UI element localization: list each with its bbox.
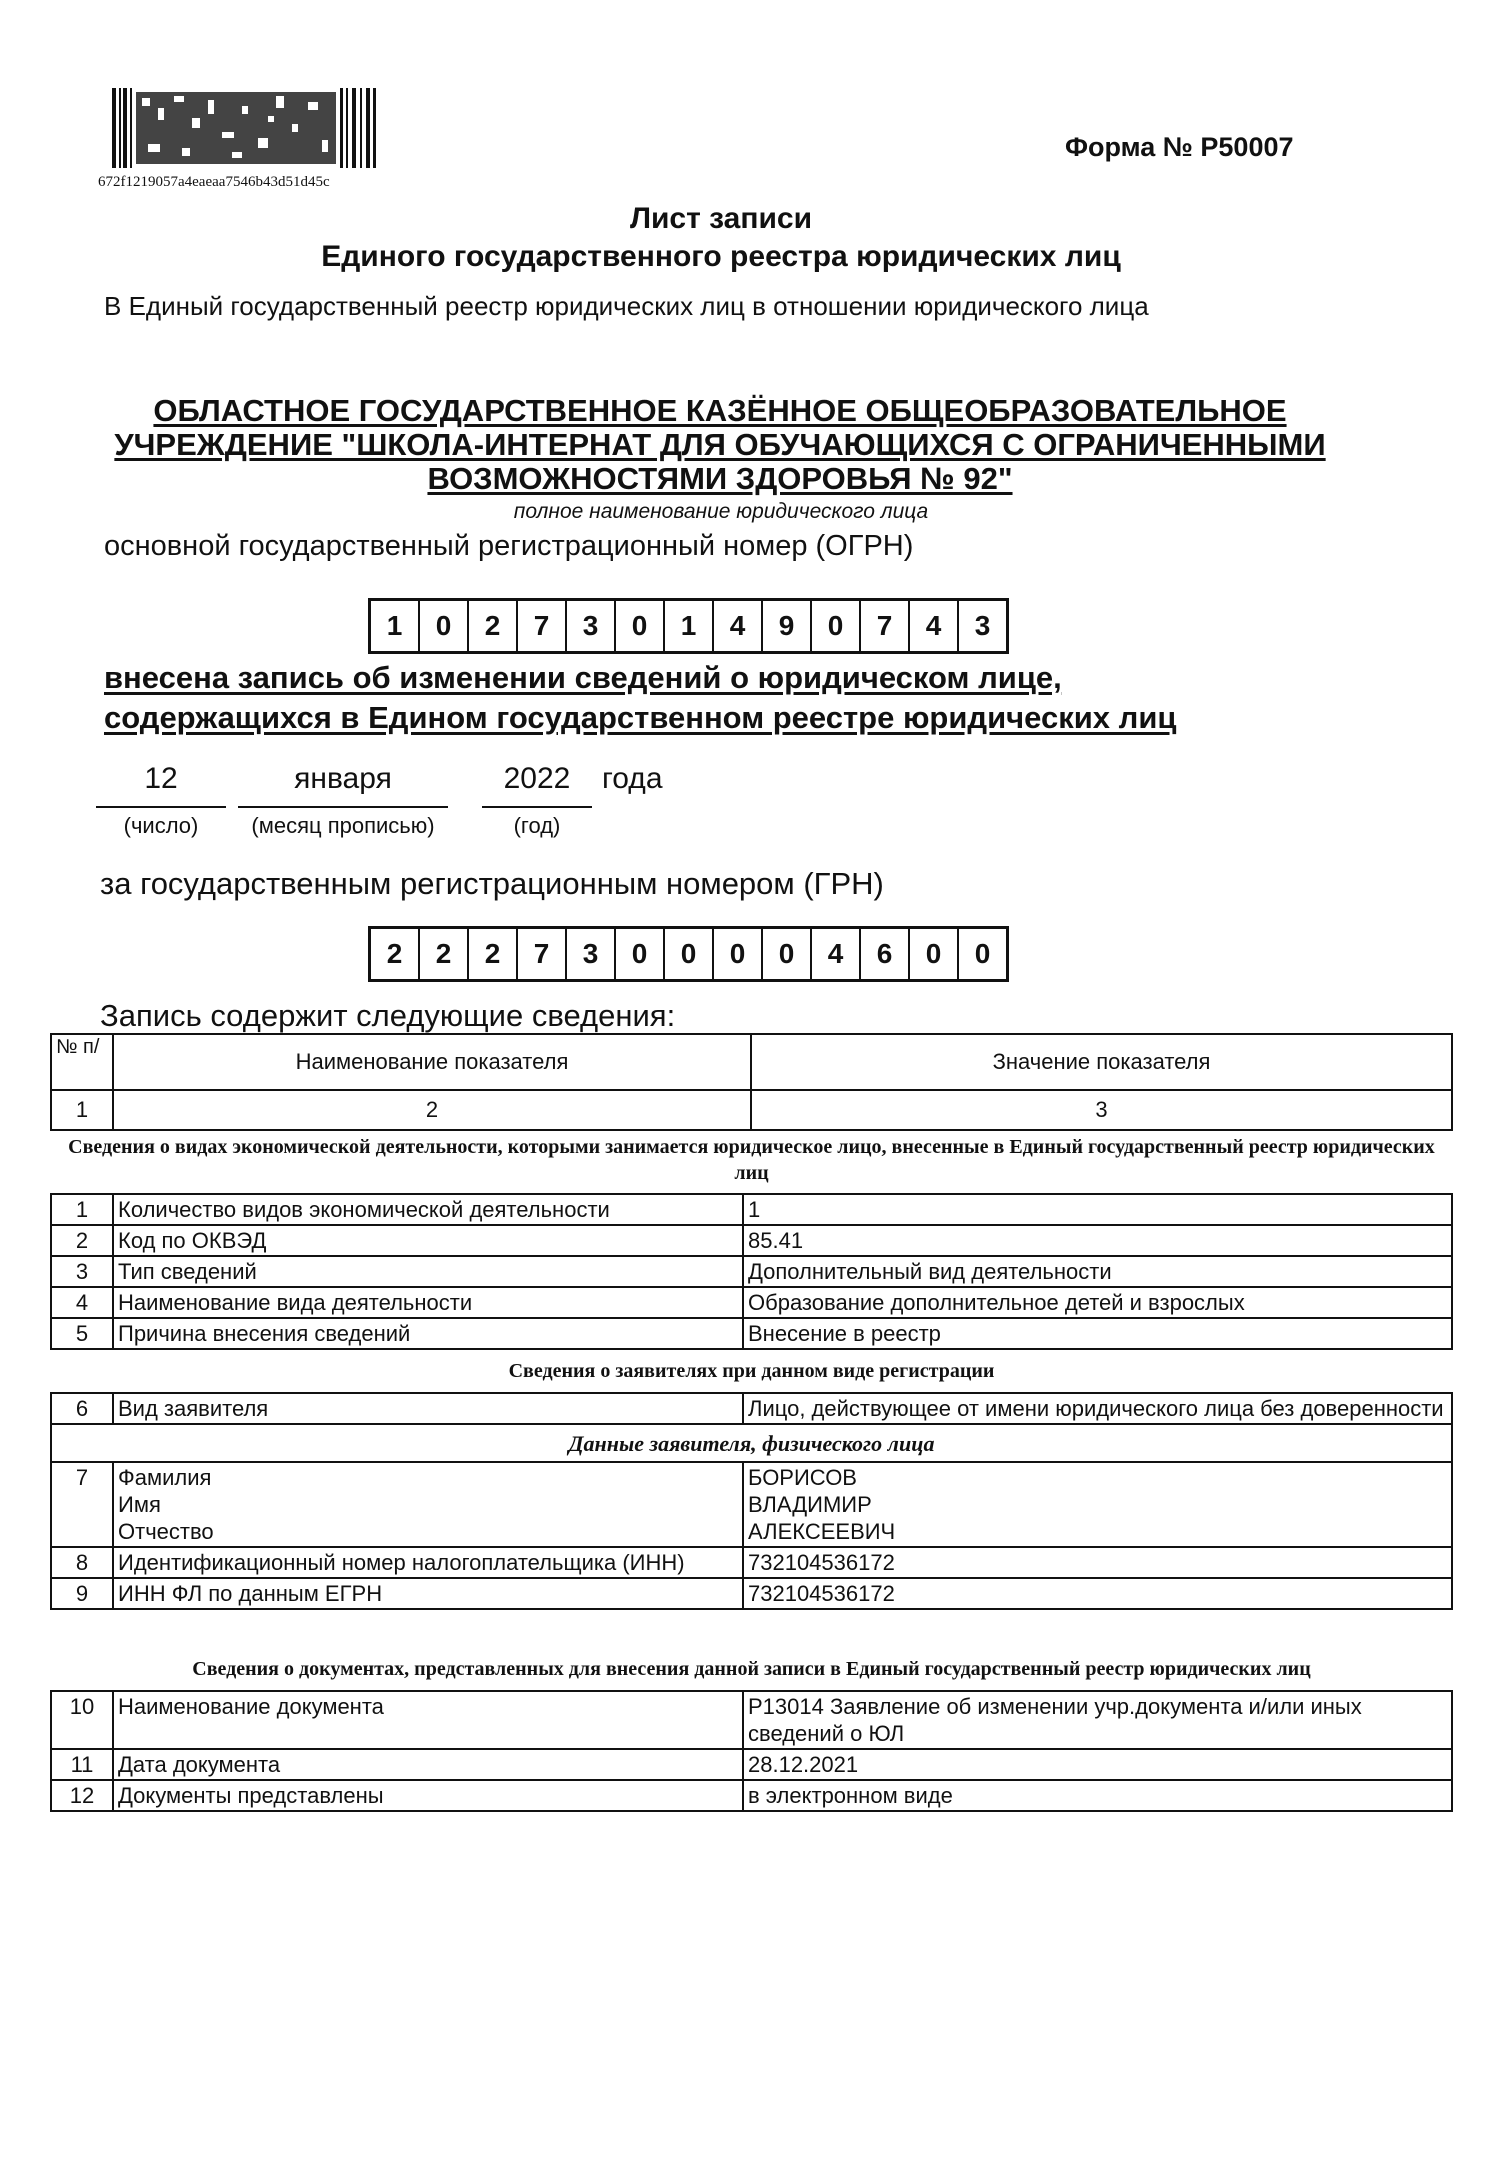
date-suffix: года [602,762,663,795]
section-applicants-title: Сведения о заявителях при данном виде регистрации [508,1360,995,1382]
section-economic-activity-title: Сведения о видах экономической деятельности, которыми занимается юридическое лицо, внесенные в Единый государственный реестр юридических лиц [68,1136,1435,1184]
ogrn-digit: 4 [910,601,959,651]
header-table [50,1033,1453,1131]
form-number: Форма № Р50007 [1065,132,1294,162]
grn-digit-box [368,926,1009,982]
row-name: Причина внесения сведений [113,1318,743,1349]
intro-text: В Единый государственный реестр юридических лиц в отношении юридического лица [104,291,1149,321]
patronymic-value: АЛЕКСЕЕВИЧ [748,1519,896,1544]
row-value [743,1462,1452,1547]
header-name: Наименование показателя [113,1034,751,1090]
ogrn-digit: 1 [371,601,420,651]
row-name: Количество видов экономической деятельности [113,1194,743,1225]
ogrn-digit: 3 [974,610,991,641]
grn-digit: 4 [812,929,861,979]
table-row [51,1256,1452,1287]
row-name: Наименование вида деятельности [113,1287,743,1318]
row-value: Р13014 Заявление об изменении учр.документа и/или иных сведений о ЮЛ [743,1691,1452,1749]
grn-digit: 0 [974,938,991,969]
ogrn-digit: 7 [518,601,567,651]
applicant-subheading: Данные заявителя, физического лица [51,1424,1452,1462]
header-col1: 1 [51,1090,113,1130]
row-value: Дополнительный вид деятельности [743,1256,1452,1287]
row-name: Код по ОКВЭД [113,1225,743,1256]
applicants-table [50,1392,1453,1610]
row-number: 8 [51,1547,113,1578]
grn-label: за государственным регистрационным номером (ГРН) [100,866,884,901]
lastname-label: Фамилия [118,1465,212,1490]
grn-digit: 3 [567,929,616,979]
grn-digit: 7 [518,929,567,979]
date-year-line [482,806,592,808]
ogrn-digit: 1 [665,601,714,651]
table-row [51,1287,1452,1318]
grn-digit: 0 [763,929,812,979]
ogrn-digit: 0 [420,601,469,651]
row-name [113,1462,743,1547]
firstname-label: Имя [118,1492,161,1517]
ogrn-digit: 7 [861,601,910,651]
row-number: 6 [51,1393,113,1424]
economic-activity-table [50,1193,1453,1350]
grn-digit: 2 [469,929,518,979]
row-number: 11 [51,1749,113,1780]
table-row [51,1691,1452,1749]
firstname-value: ВЛАДИМИР [748,1492,872,1517]
date-year: 2022 [503,762,571,795]
barcode-image [112,88,376,168]
header-value: Значение показателя [751,1034,1452,1090]
table-row [51,1318,1452,1349]
row-name: Дата документа [113,1749,743,1780]
header-col2: 2 [113,1090,751,1130]
table-row [51,1194,1452,1225]
ogrn-label: основной государственный регистрационный номер (ОГРН) [104,530,914,562]
row-name: Наименование документа [113,1691,743,1749]
row-value: 732104536172 [743,1578,1452,1609]
row-value: 1 [743,1194,1452,1225]
ogrn-digit: 9 [763,601,812,651]
header-col3: 3 [751,1090,1452,1130]
date-year-caption: (год) [513,813,561,838]
patronymic-label: Отчество [118,1519,214,1544]
row-value: 732104536172 [743,1547,1452,1578]
ogrn-digit: 4 [714,601,763,651]
row-number: 9 [51,1578,113,1609]
row-name: Вид заявителя [113,1393,743,1424]
date-day: 12 [144,762,178,795]
organization-name: ОБЛАСТНОЕ ГОСУДАРСТВЕННОЕ КАЗЁННОЕ ОБЩЕОБРАЗОВАТЕЛЬНОЕ УЧРЕЖДЕНИЕ "ШКОЛА-ИНТЕРНАТ ДЛЯ ОБУЧАЮЩИХСЯ С ОГРАНИЧЕННЫМИ ВОЗМОЖНОСТЯМИ ЗДОРОВЬЯ № 92" [114,393,1326,496]
row-value: 28.12.2021 [743,1749,1452,1780]
date-day-line [96,806,226,808]
grn-digit: 0 [616,929,665,979]
lastname-value: БОРИСОВ [748,1465,857,1490]
row-value: Лицо, действующее от имени юридического лица без доверенности [743,1393,1452,1424]
date-month-line [238,806,448,808]
row-name: ИНН ФЛ по данным ЕГРН [113,1578,743,1609]
row-number: 10 [51,1691,113,1749]
row-name: Тип сведений [113,1256,743,1287]
table-row [51,1749,1452,1780]
row-name: Документы представлены [113,1780,743,1811]
row-value: Образование дополнительное детей и взрослых [743,1287,1452,1318]
grn-digit: 2 [420,929,469,979]
table-row [51,1547,1452,1578]
row-name: Идентификационный номер налогоплательщика (ИНН) [113,1547,743,1578]
grn-digit: 6 [861,929,910,979]
row-number: 12 [51,1780,113,1811]
row-number: 4 [51,1287,113,1318]
record-heading: внесена запись об изменении сведений о юридическом лице, содержащихся в Едином государственном реестре юридических лиц [104,660,1177,735]
organization-name-caption: полное наименование юридического лица [513,500,929,523]
row-number: 2 [51,1225,113,1256]
row-number: 7 [51,1462,113,1547]
ogrn-digit: 0 [812,601,861,651]
date-day-caption: (число) [123,813,199,838]
row-number: 3 [51,1256,113,1287]
grn-digit: 2 [371,929,420,979]
ogrn-digit-box [368,598,1009,654]
grn-digit: 0 [714,929,763,979]
grn-digit: 0 [910,929,959,979]
row-number: 1 [51,1194,113,1225]
documents-table [50,1690,1453,1812]
date-month: января [294,762,392,795]
table-row [51,1225,1452,1256]
section-documents-title: Сведения о документах, представленных для внесения данной записи в Единый государственный реестр юридических лиц [192,1658,1311,1680]
barcode-code: 672f1219057a4eaeaa7546b43d51d45c [98,174,330,190]
document-title: Лист записи [629,202,813,235]
ogrn-digit: 3 [567,601,616,651]
date-month-caption: (месяц прописью) [251,813,435,838]
table-row [51,1462,1452,1547]
table-row [51,1578,1452,1609]
document-subtitle: Единого государственного реестра юридических лиц [321,240,1121,273]
table-row [51,1393,1452,1424]
row-value: 85.41 [743,1225,1452,1256]
header-num: № п/ [51,1034,113,1090]
row-number: 5 [51,1318,113,1349]
table-row [51,1780,1452,1811]
ogrn-digit: 0 [616,601,665,651]
ogrn-digit: 2 [469,601,518,651]
row-value: в электронном виде [743,1780,1452,1811]
grn-digit: 0 [665,929,714,979]
row-value: Внесение в реестр [743,1318,1452,1349]
record-contains-label: Запись содержит следующие сведения: [100,998,676,1033]
